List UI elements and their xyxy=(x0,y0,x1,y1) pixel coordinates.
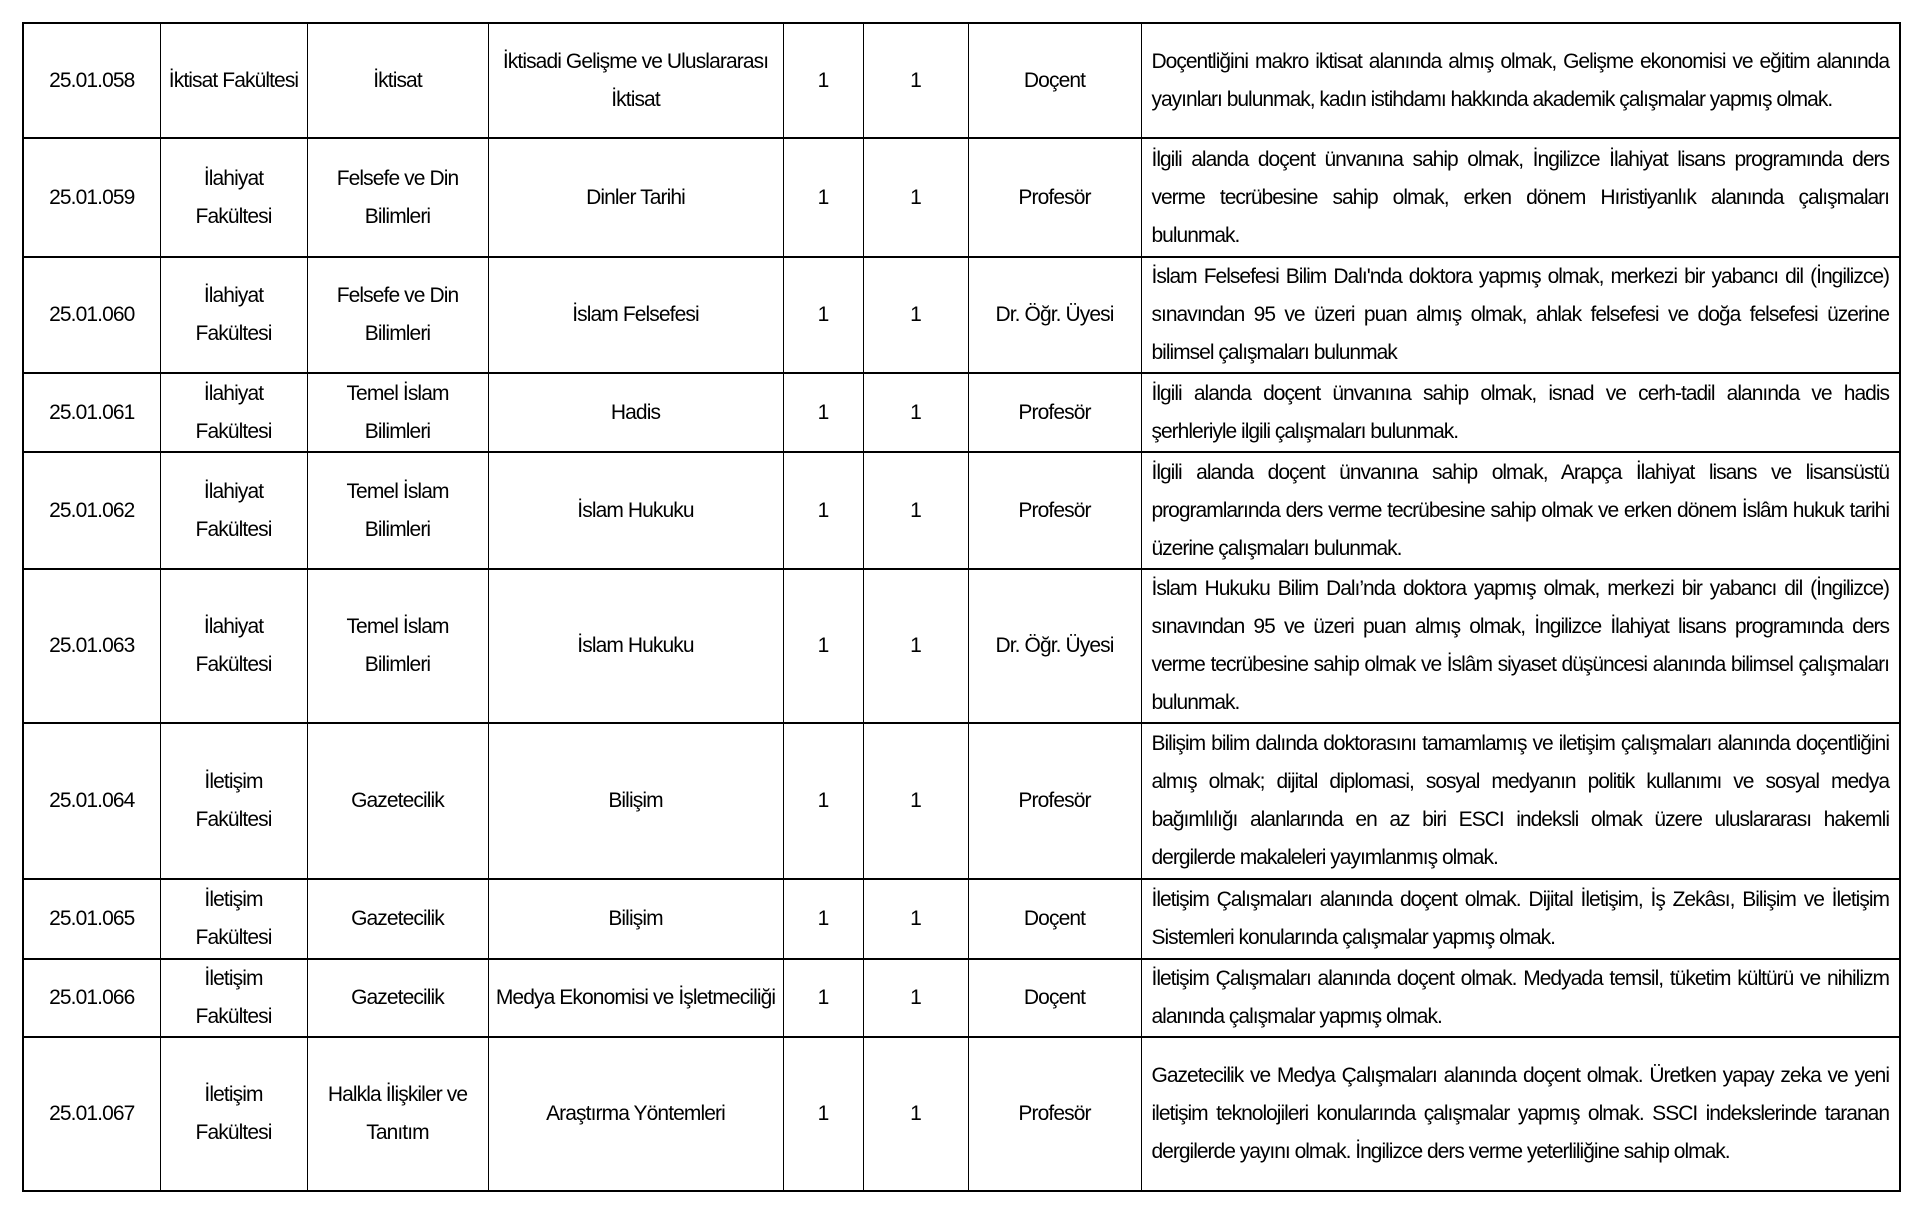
quota-count-cell: 1 xyxy=(783,257,863,373)
faculty-cell: İletişim Fakültesi xyxy=(160,959,307,1037)
faculty-cell: İlahiyat Fakültesi xyxy=(160,373,307,452)
faculty-cell: İletişim Fakültesi xyxy=(160,879,307,959)
field-cell: Bilişim xyxy=(488,879,783,959)
table-row xyxy=(23,1037,1900,1191)
position-code-cell: 25.01.065 xyxy=(23,879,160,959)
field-cell: Hadis xyxy=(488,373,783,452)
position-count-cell: 1 xyxy=(863,569,968,723)
position-code-cell: 25.01.063 xyxy=(23,569,160,723)
position-code-cell: 25.01.061 xyxy=(23,373,160,452)
position-count-cell: 1 xyxy=(863,138,968,257)
field-cell: İslam Hukuku xyxy=(488,452,783,569)
field-cell: Medya Ekonomisi ve İşletmeciliği xyxy=(488,959,783,1037)
position-code-cell: 25.01.059 xyxy=(23,138,160,257)
faculty-cell: İletişim Fakültesi xyxy=(160,1037,307,1191)
department-cell: Gazetecilik xyxy=(307,723,488,879)
requirements-cell: İlgili alanda doçent ünvanına sahip olmak, isnad ve cerh-tadil alanında ve hadis şerhleriyle ilgili çalışmaları bulunmak. xyxy=(1141,373,1900,452)
table-row xyxy=(23,569,1900,723)
field-cell: İktisadi Gelişme ve Uluslararası İktisat xyxy=(488,23,783,138)
table-row xyxy=(23,452,1900,569)
requirements-cell: İlgili alanda doçent ünvanına sahip olmak, İngilizce İlahiyat lisans programında ders verme tecrübesine sahip olmak, erken dönem Hıristiyanlık alanında çalışmaları bulunmak. xyxy=(1141,138,1900,257)
position-count-cell: 1 xyxy=(863,257,968,373)
position-count-cell: 1 xyxy=(863,452,968,569)
position-count-cell: 1 xyxy=(863,1037,968,1191)
quota-count-cell: 1 xyxy=(783,959,863,1037)
department-cell: Temel İslam Bilimleri xyxy=(307,569,488,723)
requirements-cell: Gazetecilik ve Medya Çalışmaları alanında doçent olmak. Üretken yapay zeka ve yeni iletişim teknolojileri konularında çalışmalar yapmış olmak. SSCI indekslerinde taranan dergilerde yayını olmak. İngilizce ders verme yeterliliğine sahip olmak. xyxy=(1141,1037,1900,1191)
table-row xyxy=(23,257,1900,373)
position-code-cell: 25.01.062 xyxy=(23,452,160,569)
position-count-cell: 1 xyxy=(863,723,968,879)
department-cell: Temel İslam Bilimleri xyxy=(307,452,488,569)
table-row xyxy=(23,723,1900,879)
quota-count-cell: 1 xyxy=(783,879,863,959)
field-cell: İslam Felsefesi xyxy=(488,257,783,373)
requirements-cell: Bilişim bilim dalında doktorasını tamamlamış ve iletişim çalışmaları alanında doçentliğini almış olmak; dijital diplomasi, sosyal medyanın politik kullanımı ve sosyal medya bağımlılığı alanlarında en az biri ESCI indeksli olmak üzere uluslararası hakemli dergilerde makaleleri yayımlanmış olmak. xyxy=(1141,723,1900,879)
table-row xyxy=(23,879,1900,959)
table-row xyxy=(23,23,1900,138)
position-code-cell: 25.01.058 xyxy=(23,23,160,138)
position-count-cell: 1 xyxy=(863,879,968,959)
academic-title-cell: Dr. Öğr. Üyesi xyxy=(968,257,1141,373)
requirements-cell: İletişim Çalışmaları alanında doçent olmak. Dijital İletişim, İş Zekâsı, Bilişim ve İletişim Sistemleri konularında çalışmalar yapmış olmak. xyxy=(1141,879,1900,959)
department-cell: Gazetecilik xyxy=(307,879,488,959)
position-code-cell: 25.01.066 xyxy=(23,959,160,1037)
department-cell: Felsefe ve Din Bilimleri xyxy=(307,138,488,257)
faculty-cell: İlahiyat Fakültesi xyxy=(160,569,307,723)
quota-count-cell: 1 xyxy=(783,1037,863,1191)
academic-title-cell: Profesör xyxy=(968,138,1141,257)
faculty-cell: İlahiyat Fakültesi xyxy=(160,452,307,569)
quota-count-cell: 1 xyxy=(783,723,863,879)
requirements-cell: İlgili alanda doçent ünvanına sahip olmak, Arapça İlahiyat lisans ve lisansüstü programlarında ders verme tecrübesine sahip olmak ve erken dönem İslâm hukuk tarihi üzerine çalışmaları bulunmak. xyxy=(1141,452,1900,569)
field-cell: İslam Hukuku xyxy=(488,569,783,723)
faculty-cell: İlahiyat Fakültesi xyxy=(160,257,307,373)
requirements-cell: Doçentliğini makro iktisat alanında almış olmak, Gelişme ekonomisi ve eğitim alanında yayınları bulunmak, kadın istihdamı hakkında akademik çalışmalar yapmış olmak. xyxy=(1141,23,1900,138)
positions-table xyxy=(22,22,1901,1192)
academic-title-cell: Doçent xyxy=(968,959,1141,1037)
quota-count-cell: 1 xyxy=(783,373,863,452)
field-cell: Bilişim xyxy=(488,723,783,879)
academic-title-cell: Profesör xyxy=(968,1037,1141,1191)
field-cell: Araştırma Yöntemleri xyxy=(488,1037,783,1191)
department-cell: Felsefe ve Din Bilimleri xyxy=(307,257,488,373)
academic-title-cell: Profesör xyxy=(968,452,1141,569)
position-count-cell: 1 xyxy=(863,23,968,138)
position-code-cell: 25.01.067 xyxy=(23,1037,160,1191)
academic-title-cell: Doçent xyxy=(968,23,1141,138)
table-row xyxy=(23,959,1900,1037)
table-row xyxy=(23,138,1900,257)
quota-count-cell: 1 xyxy=(783,569,863,723)
quota-count-cell: 1 xyxy=(783,23,863,138)
quota-count-cell: 1 xyxy=(783,452,863,569)
position-count-cell: 1 xyxy=(863,373,968,452)
department-cell: Halkla İlişkiler ve Tanıtım xyxy=(307,1037,488,1191)
requirements-cell: İslam Hukuku Bilim Dalı’nda doktora yapmış olmak, merkezi bir yabancı dil (İngilizce) sınavından 95 ve üzeri puan almış olmak, İngilizce İlahiyat lisans programında ders verme tecrübesine sahip olmak ve İslâm siyaset düşüncesi alanında bilimsel çalışmaları bulunmak. xyxy=(1141,569,1900,723)
academic-title-cell: Dr. Öğr. Üyesi xyxy=(968,569,1141,723)
department-cell: Temel İslam Bilimleri xyxy=(307,373,488,452)
department-cell: Gazetecilik xyxy=(307,959,488,1037)
position-code-cell: 25.01.064 xyxy=(23,723,160,879)
position-code-cell: 25.01.060 xyxy=(23,257,160,373)
academic-title-cell: Doçent xyxy=(968,879,1141,959)
position-count-cell: 1 xyxy=(863,959,968,1037)
academic-title-cell: Profesör xyxy=(968,723,1141,879)
faculty-cell: İlahiyat Fakültesi xyxy=(160,138,307,257)
quota-count-cell: 1 xyxy=(783,138,863,257)
requirements-cell: İslam Felsefesi Bilim Dalı'nda doktora yapmış olmak, merkezi bir yabancı dil (İngilizce) sınavından 95 ve üzeri puan almış olmak, ahlak felsefesi ve doğa felsefesi üzerine bilimsel çalışmaları bulunmak xyxy=(1141,257,1900,373)
faculty-cell: İletişim Fakültesi xyxy=(160,723,307,879)
field-cell: Dinler Tarihi xyxy=(488,138,783,257)
department-cell: İktisat xyxy=(307,23,488,138)
academic-title-cell: Profesör xyxy=(968,373,1141,452)
requirements-cell: İletişim Çalışmaları alanında doçent olmak. Medyada temsil, tüketim kültürü ve nihilizm alanında çalışmalar yapmış olmak. xyxy=(1141,959,1900,1037)
faculty-cell: İktisat Fakültesi xyxy=(160,23,307,138)
table-row xyxy=(23,373,1900,452)
